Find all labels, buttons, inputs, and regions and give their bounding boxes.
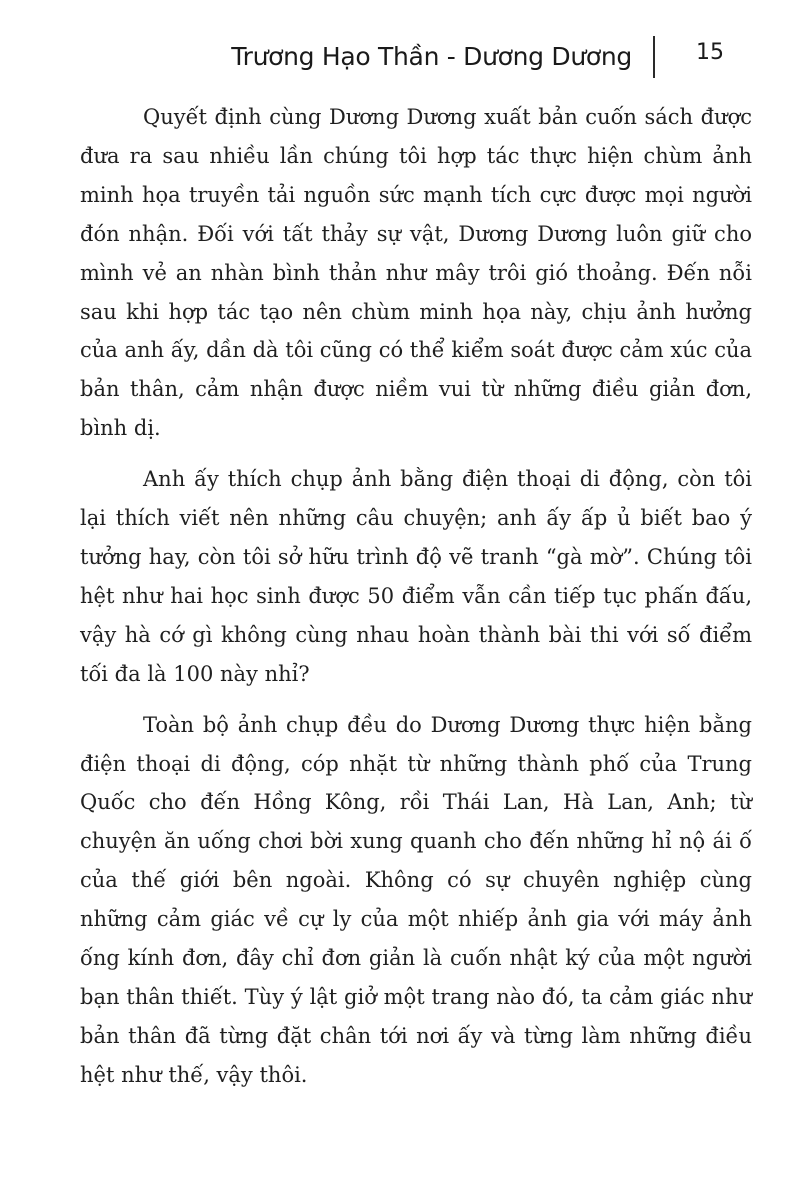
page-number: 15 [696, 40, 724, 65]
paragraph-1: Quyết định cùng Dương Dương xuất bản cuốn sách được đưa ra sau nhiều lần chúng tôi hợp tác thực hiện chùm ảnh minh họa truyền tải nguồn sức mạnh tích cực được mọi người đón nhận. Đối với tất thảy sự vật, Dương Dương luôn giữ cho mình vẻ an nhàn bình thản như mây trôi gió thoảng. Đến nỗi sau khi hợp tác tạo nên chùm minh họa này, chịu ảnh hưởng của anh ấy, dần dà tôi cũng có thể kiểm soát được cảm xúc của bản thân, cảm nhận được niềm vui từ những điều giản đơn, bình dị. [80, 105, 752, 441]
body-text [80, 98, 752, 1107]
page-header [0, 36, 800, 84]
running-title: Trương Hạo Thần - Dương Dương [231, 42, 632, 71]
paragraph-3: Toàn bộ ảnh chụp đều do Dương Dương thực hiện bằng điện thoại di động, cóp nhặt từ những thành phố của Trung Quốc cho đến Hồng Kông, rồi Thái Lan, Hà Lan, Anh; từ chuyện ăn uống chơi bời xung quanh cho đến những hỉ nộ ái ố của thế giới bên ngoài. Không có sự chuyên nghiệp cùng những cảm giác về cự ly của một nhiếp ảnh gia với máy ảnh ống kính đơn, đây chỉ đơn giản là cuốn nhật ký của một người bạn thân thiết. Tùy ý lật giở một trang nào đó, ta cảm giác như bản thân đã từng đặt chân tới nơi ấy và từng làm những điều hệt như thế, vậy thôi. [80, 712, 752, 1087]
paragraph-2: Anh ấy thích chụp ảnh bằng điện thoại di động, còn tôi lại thích viết nên những câu chuyện; anh ấy ấp ủ biết bao ý tưởng hay, còn tôi sở hữu trình độ vẽ tranh “gà mờ”. Chúng tôi hệt như hai học sinh được 50 điểm vẫn cần tiếp tục phấn đấu, vậy hà cớ gì không cùng nhau hoàn thành bài thi với số điểm tối đa là 100 này nhỉ? [80, 467, 752, 686]
header-divider [653, 36, 655, 78]
